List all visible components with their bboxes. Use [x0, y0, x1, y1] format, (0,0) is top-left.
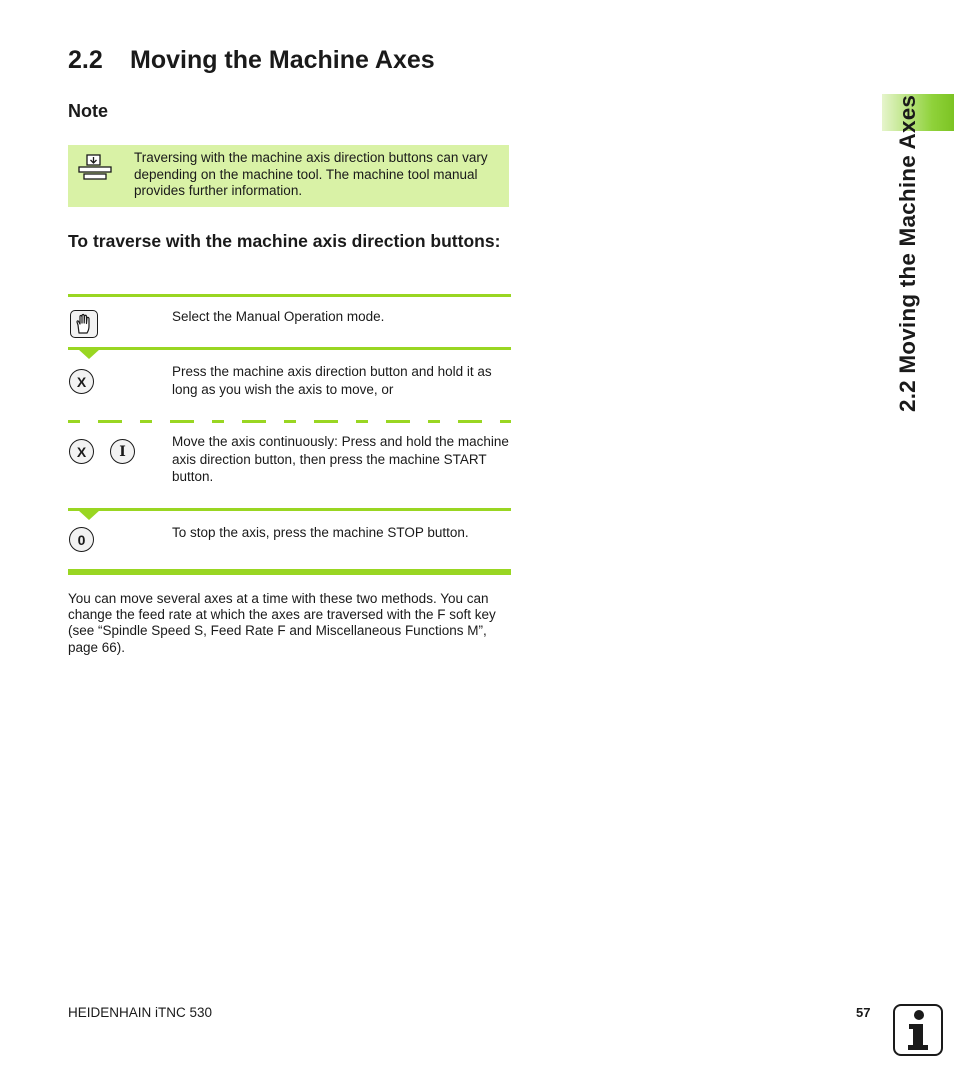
step-arrow-icon: [78, 349, 100, 359]
footer-product: HEIDENHAIN iTNC 530: [68, 1005, 213, 1020]
note-text: Traversing with the machine axis direction buttons can vary depending on the machine tool. The machine tool manual provides further information.: [134, 150, 488, 198]
step-arrow-icon: [78, 510, 100, 520]
note-box: [68, 145, 509, 207]
machine-start-key: I: [110, 439, 135, 464]
section-number: 2.2: [68, 46, 103, 74]
section-title-text: Moving the Machine Axes: [130, 46, 435, 74]
body-paragraph: You can move several axes at a time with these two methods. You can change the feed rate at which the axes are traversed with the F soft key (see “Spindle Speed S, Feed Rate F and Miscellaneous Functions M”, page 66).: [68, 591, 496, 655]
axis-x-key: X: [69, 439, 94, 464]
machine-stop-key: 0: [69, 527, 94, 552]
step-text: Select the Manual Operation mode.: [172, 309, 385, 324]
step-divider: [68, 347, 511, 350]
info-icon: [893, 1004, 943, 1056]
manual-operation-hand-icon: [70, 310, 98, 338]
note-heading: Note: [68, 101, 108, 121]
sidebar-section-title: 2.2 Moving the Machine Axes: [895, 94, 920, 412]
step-dashed-divider: [68, 420, 511, 423]
axis-x-key: X: [69, 369, 94, 394]
procedure-heading: To traverse with the machine axis direction buttons:: [68, 231, 501, 251]
step-text: Move the axis continuously: Press and hold the machine axis direction button, then press the machine START button.: [172, 434, 509, 484]
page-number: 57: [856, 1005, 871, 1020]
step-text: Press the machine axis direction button and hold it as long as you wish the axis to move, or: [172, 364, 492, 397]
section-title: [68, 46, 435, 75]
procedure-end-rule: [68, 569, 511, 575]
step-text: To stop the axis, press the machine STOP button.: [172, 525, 469, 540]
step-divider: [68, 294, 511, 297]
machine-tool-icon: [78, 154, 112, 187]
step-divider: [68, 508, 511, 511]
